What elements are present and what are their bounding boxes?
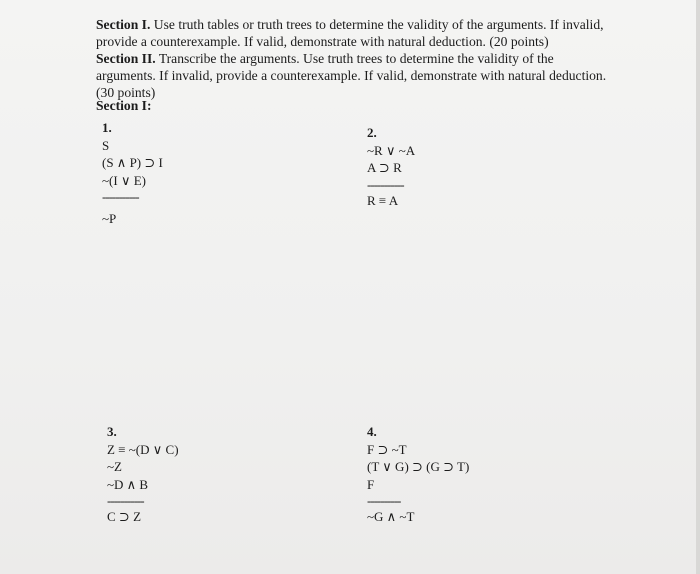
section-1-instructions [96,16,616,50]
premise: S [102,137,110,153]
separator: ----------- [367,176,404,192]
section-1-heading: Section I: [96,98,152,113]
section-1-label: Section I. [96,17,151,32]
premise: ~Z [107,459,122,474]
problem-number: 4. [367,424,377,439]
conclusion: C ⊃ Z [107,509,142,524]
page-edge [696,0,700,574]
problem-4 [367,423,469,526]
section-2-label: Section II. [96,51,156,66]
premise: A ⊃ R [367,160,402,175]
premise: ~D ∧ B [107,476,149,492]
separator: ---------- [367,493,401,508]
premise: ~R ∨ ~A [367,142,416,158]
conclusion: ~G ∧ ~T [367,509,415,524]
premise: Z ≡ ~(D ∨ C) [107,441,179,457]
premise: F [367,476,375,492]
instructions [96,16,616,101]
conclusion: R ≡ A [367,192,399,208]
problem-number: 3. [107,424,117,439]
premise: F ⊃ ~T [367,441,407,457]
separator: ----------- [107,493,144,508]
problem-2 [367,124,415,209]
conclusion: ~P [102,211,117,226]
separator: ----------- [102,189,139,204]
premise: (T ∨ G) ⊃ (G ⊃ T) [367,459,470,474]
problem-number: 1. [102,120,112,135]
problem-3 [107,423,179,526]
problem-number: 2. [367,125,377,140]
section-1-text: Use truth tables or truth trees to determine the validity of the arguments. If invalid, provide a counterexample. If valid, demonstrate with natural deduction. (20 points) [96,17,604,49]
problem-1 [102,119,163,228]
premise: ~(I ∨ E) [102,172,146,188]
premise: (S ∧ P) ⊃ I [102,155,163,170]
section-2-text: Transcribe the arguments. Use truth trees to determine the validity of the arguments. If invalid, provide a counterexample. If valid, demonstrate with natural deduction. (30 points) [96,51,607,100]
section-2-instructions [96,50,616,101]
